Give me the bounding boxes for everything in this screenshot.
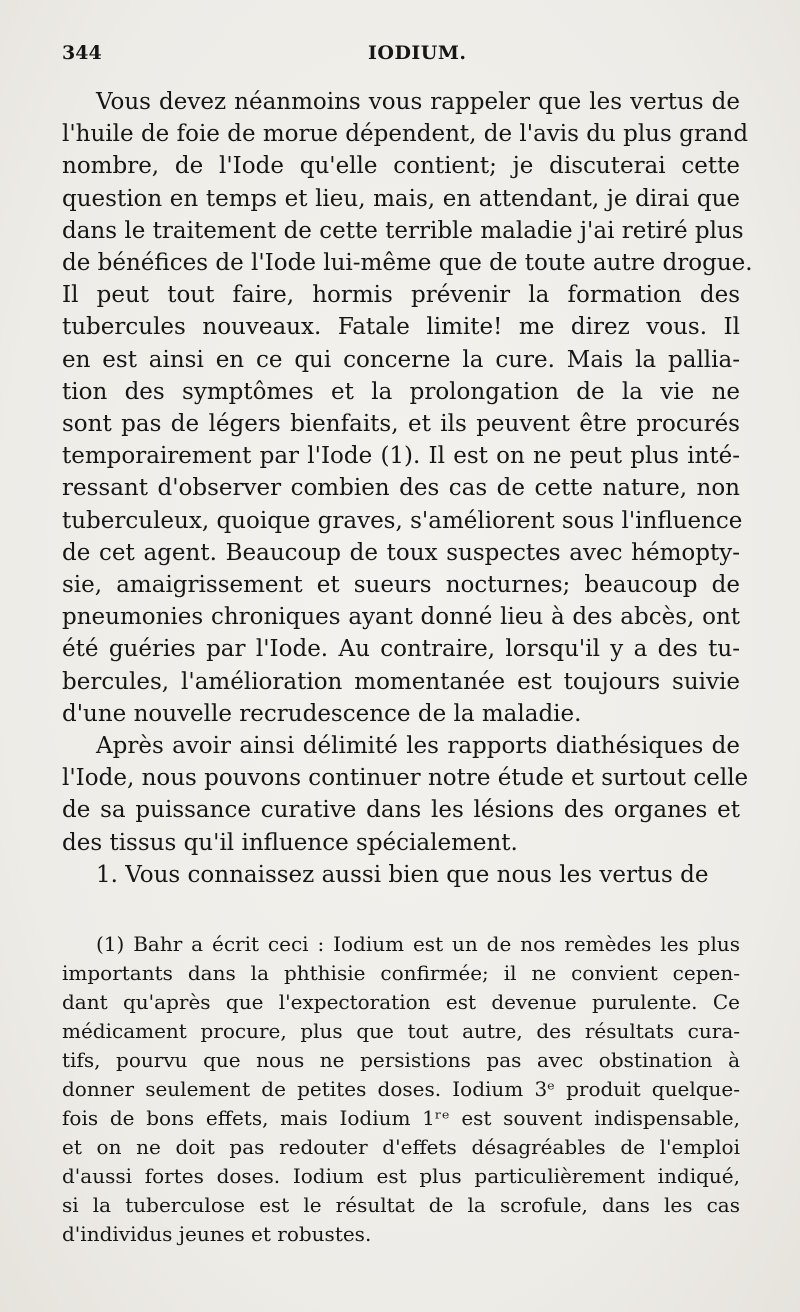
- footnote: [62, 930, 740, 1249]
- text-line: et on ne doit pas redouter d'effets désagréables de l'emploi: [62, 1135, 740, 1159]
- text-line: été guéries par l'Iode. Au contraire, lorsqu'il y a des tu-: [62, 636, 740, 663]
- text-line: l'huile de foie de morue dépendent, de l'avis du plus grand: [62, 121, 749, 148]
- paragraph-1: [62, 86, 753, 730]
- text-line: 1. Vous connaissez aussi bien que nous les vertus de: [96, 861, 709, 888]
- text-line: des tissus qu'il influence spécialement.: [62, 829, 518, 856]
- text-line: Après avoir ainsi délimité les rapports diathésiques de: [96, 733, 740, 760]
- text-line: l'Iode, nous pouvons continuer notre étude et surtout celle: [62, 765, 749, 792]
- running-head: IODIUM.: [368, 42, 467, 64]
- page-header: [62, 42, 740, 72]
- body-text: [62, 86, 753, 891]
- text-line: en est ainsi en ce qui concerne la cure. Mais la pallia-: [62, 346, 740, 373]
- text-line: ressant d'observer combien des cas de cette nature, non: [62, 475, 740, 502]
- text-line: donner seulement de petites doses. Iodium 3ᵉ produit quelque-: [62, 1077, 740, 1101]
- text-line: tion des symptômes et la prolongation de la vie ne: [62, 378, 740, 405]
- text-line: dans le traitement de cette terrible maladie j'ai retiré plus: [62, 217, 744, 244]
- text-line: d'une nouvelle recrudescence de la maladie.: [62, 700, 582, 727]
- text-line: fois de bons effets, mais Iodium 1ʳᵉ est souvent indispensable,: [62, 1106, 740, 1130]
- text-line: sie, amaigrissement et sueurs nocturnes; beaucoup de: [62, 572, 740, 599]
- text-line: tubercules nouveaux. Fatale limite! me direz vous. Il: [62, 314, 740, 341]
- text-line: (1) Bahr a écrit ceci : Iodium est un de nos remèdes les plus: [96, 932, 740, 956]
- text-line: nombre, de l'Iode qu'elle contient; je discuterai cette: [62, 153, 740, 180]
- text-line: tifs, pourvu que nous ne persistions pas avec obstination à: [62, 1048, 740, 1072]
- text-line: temporairement par l'Iode (1). Il est on ne peut plus inté-: [62, 443, 740, 470]
- text-line: question en temps et lieu, mais, en attendant, je dirai que: [62, 185, 740, 212]
- text-line: bercules, l'amélioration momentanée est toujours suivie: [62, 668, 740, 695]
- text-line: pneumonies chroniques ayant donné lieu à des abcès, ont: [62, 604, 740, 631]
- text-line: importants dans la phthisie confirmée; il ne convient cepen-: [62, 961, 740, 985]
- text-line: sont pas de légers bienfaits, et ils peuvent être procurés: [62, 411, 740, 438]
- text-line: de cet agent. Beaucoup de toux suspectes avec hémopty-: [62, 539, 740, 566]
- text-line: dant qu'après que l'expectoration est devenue purulente. Ce: [62, 990, 740, 1014]
- text-line: Vous devez néanmoins vous rappeler que les vertus de: [96, 89, 740, 115]
- text-line: médicament procure, plus que tout autre, des résultats cura-: [62, 1019, 740, 1043]
- paragraph-2: [62, 730, 749, 859]
- text-line: d'aussi fortes doses. Iodium est plus particulièrement indiqué,: [62, 1164, 740, 1188]
- text-line: Il peut tout faire, hormis prévenir la formation des: [62, 282, 740, 309]
- text-line: de bénéfices de l'Iode lui-même que de toute autre drogue.: [62, 250, 753, 277]
- text-line: d'individus jeunes et robustes.: [62, 1222, 372, 1246]
- text-line: tuberculeux, quoique graves, s'améliorent sous l'influence: [62, 507, 743, 534]
- page-number: 344: [62, 42, 102, 64]
- text-line: si la tuberculose est le résultat de la scrofule, dans les cas: [62, 1193, 740, 1217]
- paragraph-3: [62, 859, 740, 891]
- text-line: de sa puissance curative dans les lésions des organes et: [62, 797, 740, 824]
